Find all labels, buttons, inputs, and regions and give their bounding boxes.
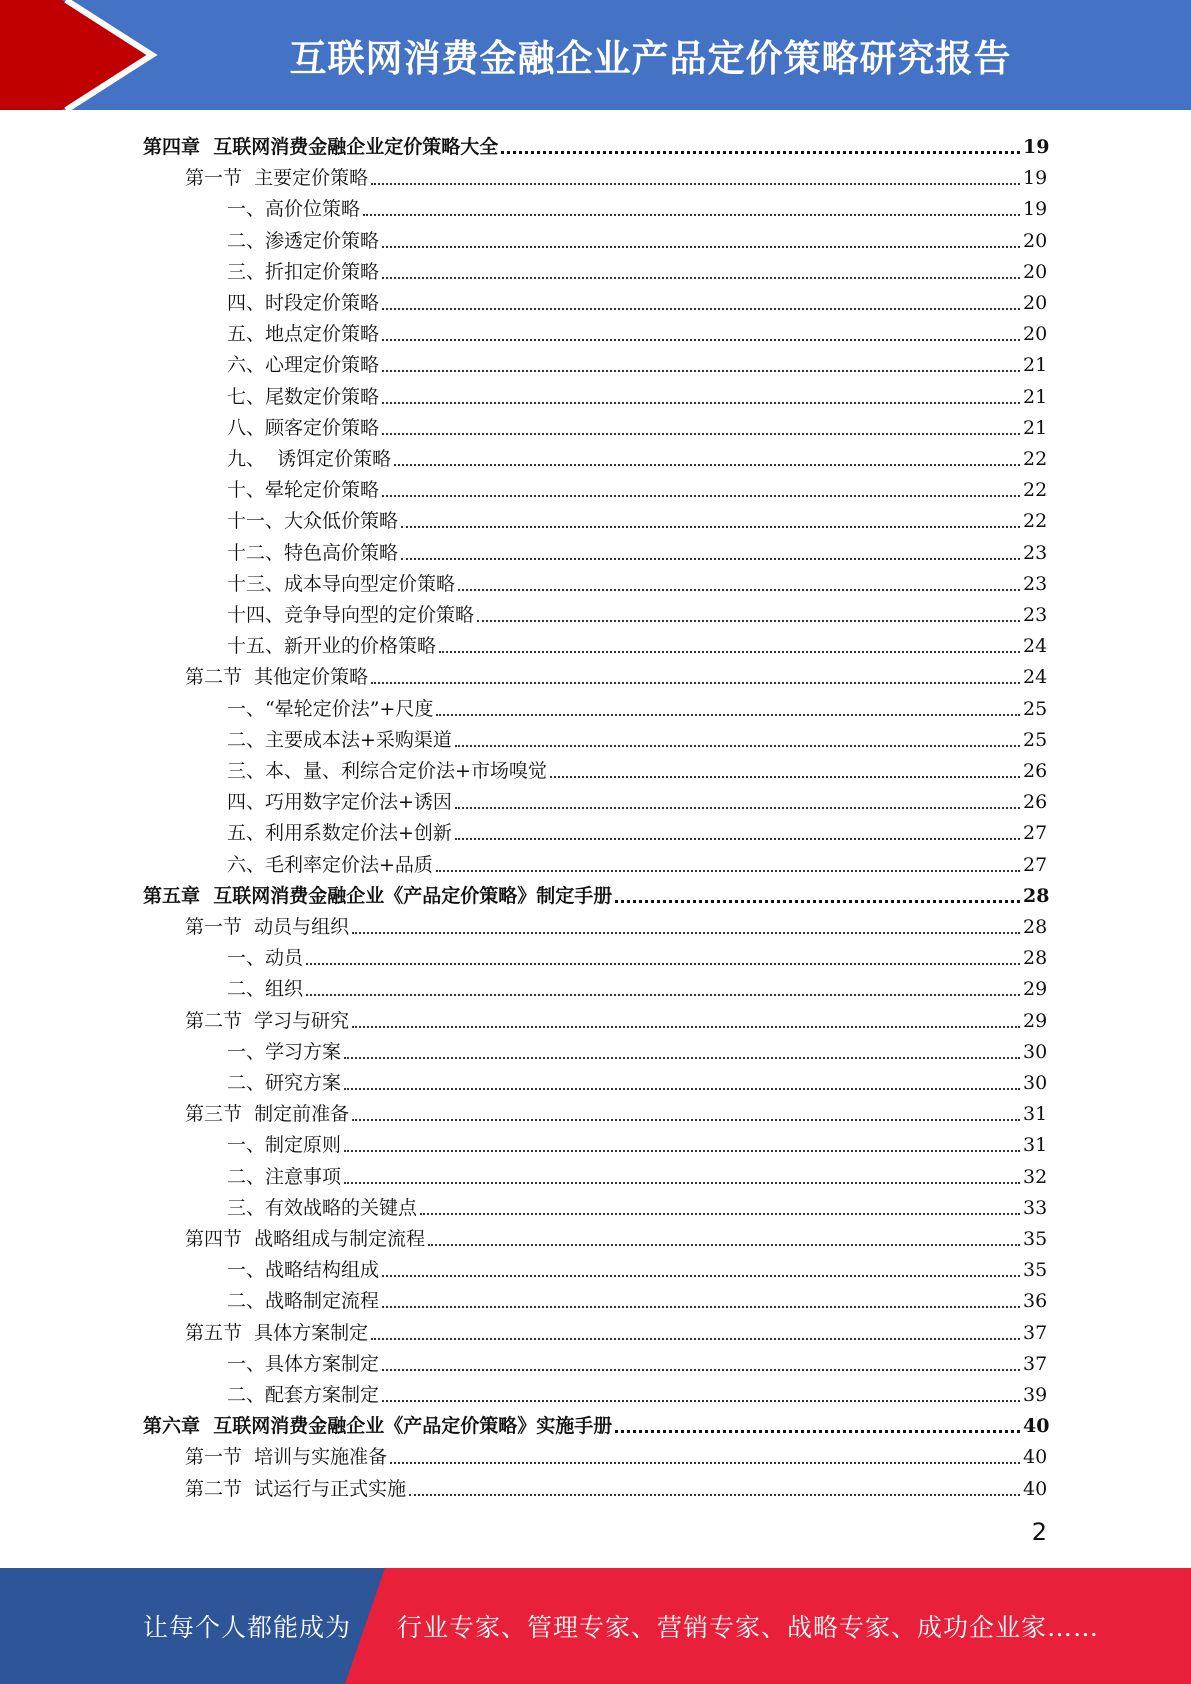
toc-entry-label: 二、注意事项 xyxy=(227,1165,342,1188)
toc-entry[interactable] xyxy=(0,846,1191,877)
toc-entry[interactable] xyxy=(0,970,1191,1001)
toc-dot-leader xyxy=(501,151,1020,154)
toc-entry-label: 五、地点定价策略 xyxy=(227,323,380,346)
toc-entry-label: 三、有效战略的关键点 xyxy=(227,1196,418,1219)
toc-entry-page: 32 xyxy=(1023,1165,1048,1188)
toc-dot-leader xyxy=(458,589,1020,591)
toc-entry-page: 28 xyxy=(1023,884,1050,907)
toc-entry-page: 20 xyxy=(1023,323,1048,346)
footer-slogan-right: 行业专家、管理专家、营销专家、战略专家、成功企业家…… xyxy=(397,1613,1100,1642)
toc-entry-label: 三、本、量、利综合定价法+市场嗅觉 xyxy=(227,760,547,782)
toc-dot-leader xyxy=(409,1494,1020,1496)
toc-entry-label: 十、晕轮定价策略 xyxy=(227,479,380,502)
toc-dot-leader xyxy=(382,339,1020,341)
toc-entry-page: 22 xyxy=(1023,479,1048,502)
toc-dot-leader xyxy=(363,214,1020,216)
toc-entry[interactable] xyxy=(0,1002,1191,1033)
toc-entry-label: 第四章 互联网消费金融企业定价策略大全 xyxy=(143,136,499,158)
toc-dot-leader xyxy=(352,1026,1020,1028)
toc-entry[interactable] xyxy=(0,190,1191,221)
toc-entry-label: 六、心理定价策略 xyxy=(227,354,380,377)
toc-entry[interactable] xyxy=(0,284,1191,315)
toc-entry-page: 23 xyxy=(1023,572,1048,595)
toc-entry-page: 29 xyxy=(1023,1009,1048,1032)
toc-entry-page: 31 xyxy=(1023,1134,1048,1157)
toc-dot-leader xyxy=(390,1462,1020,1464)
toc-entry[interactable] xyxy=(0,877,1191,908)
toc-entry-page: 40 xyxy=(1023,1446,1048,1469)
toc-entry[interactable] xyxy=(0,409,1191,440)
toc-entry-page: 30 xyxy=(1023,1040,1048,1063)
toc-entry-page: 25 xyxy=(1023,697,1048,720)
toc-entry-page: 24 xyxy=(1023,635,1048,658)
toc-entry-page: 33 xyxy=(1023,1196,1048,1219)
toc-dot-leader xyxy=(455,745,1020,747)
toc-dot-leader xyxy=(382,433,1020,435)
toc-entry[interactable] xyxy=(0,752,1191,783)
toc-entry[interactable] xyxy=(0,721,1191,752)
toc-dot-leader xyxy=(352,932,1020,934)
toc-entry[interactable] xyxy=(0,253,1191,284)
toc-entry-label: 第一节 培训与实施准备 xyxy=(185,1446,388,1469)
toc-entry-label: 一、战略结构组成 xyxy=(227,1259,380,1282)
toc-entry-page: 26 xyxy=(1023,791,1048,814)
toc-entry-label: 二、渗透定价策略 xyxy=(227,229,380,252)
toc-entry-page: 19 xyxy=(1023,136,1050,158)
toc-entry[interactable] xyxy=(0,502,1191,533)
toc-entry-page: 28 xyxy=(1023,947,1048,970)
header-red-chevron xyxy=(0,0,160,110)
page-header xyxy=(0,0,1191,110)
toc-entry[interactable] xyxy=(0,565,1191,596)
toc-entry[interactable] xyxy=(0,1407,1191,1438)
toc-entry-page: 35 xyxy=(1023,1228,1048,1250)
toc-dot-leader xyxy=(344,1088,1020,1090)
toc-entry-label: 第二节 学习与研究 xyxy=(185,1009,350,1032)
toc-entry-page: 23 xyxy=(1023,604,1048,626)
toc-dot-leader xyxy=(439,651,1020,653)
toc-dot-leader xyxy=(344,1182,1020,1184)
toc-entry-label: 第六章 互联网消费金融企业《产品定价策略》实施手册 xyxy=(143,1415,613,1438)
toc-dot-leader xyxy=(615,1430,1020,1433)
toc-dot-leader xyxy=(352,1119,1020,1121)
toc-entry[interactable] xyxy=(0,908,1191,939)
toc-dot-leader xyxy=(306,994,1020,996)
toc-entry-page: 40 xyxy=(1023,1477,1048,1500)
toc-entry-label: 一、高价位策略 xyxy=(227,198,361,221)
toc-entry-label: 十五、新开业的价格策略 xyxy=(227,635,437,658)
toc-entry[interactable] xyxy=(0,1220,1191,1251)
toc-entry[interactable] xyxy=(0,814,1191,845)
toc-entry-page: 21 xyxy=(1023,354,1048,377)
toc-dot-leader xyxy=(306,963,1020,965)
toc-entry-label: 十三、成本导向型定价策略 xyxy=(227,572,456,595)
toc-entry-page: 22 xyxy=(1023,448,1048,470)
toc-entry-page: 26 xyxy=(1023,760,1048,782)
toc-dot-leader xyxy=(382,495,1020,497)
toc-dot-leader xyxy=(615,900,1020,903)
toc-dot-leader xyxy=(382,1400,1020,1402)
toc-entry[interactable] xyxy=(0,440,1191,471)
toc-entry[interactable] xyxy=(0,1251,1191,1282)
toc-dot-leader xyxy=(382,308,1020,310)
toc-dot-leader xyxy=(436,870,1020,872)
toc-entry[interactable] xyxy=(0,534,1191,565)
toc-dot-leader xyxy=(455,838,1020,840)
toc-dot-leader xyxy=(382,402,1020,404)
toc-entry-page: 21 xyxy=(1023,385,1048,408)
toc-entry[interactable] xyxy=(0,783,1191,814)
toc-entry-page: 39 xyxy=(1023,1384,1048,1406)
toc-entry[interactable] xyxy=(0,1314,1191,1345)
toc-entry-label: 七、尾数定价策略 xyxy=(227,385,380,408)
toc-dot-leader xyxy=(420,1213,1020,1215)
toc-entry-label: 八、顾客定价策略 xyxy=(227,416,380,439)
toc-entry-page: 27 xyxy=(1023,822,1048,845)
toc-dot-leader xyxy=(436,714,1020,716)
toc-entry-page: 29 xyxy=(1023,978,1048,1001)
toc-entry-page: 37 xyxy=(1023,1321,1048,1344)
toc-dot-leader xyxy=(382,1306,1020,1308)
toc-entry-page: 25 xyxy=(1023,728,1048,751)
toc-entry[interactable] xyxy=(0,1438,1191,1469)
toc-dot-leader xyxy=(550,776,1020,778)
toc-entry-page: 19 xyxy=(1023,198,1048,221)
toc-entry[interactable] xyxy=(0,1033,1191,1064)
toc-entry-page: 28 xyxy=(1023,916,1048,938)
toc-entry-page: 40 xyxy=(1023,1415,1050,1438)
toc-entry-page: 31 xyxy=(1023,1103,1048,1126)
toc-entry-label: 二、组织 xyxy=(227,978,304,1001)
toc-entry-page: 24 xyxy=(1023,666,1048,689)
toc-entry[interactable] xyxy=(0,378,1191,409)
toc-entry-label: 第五章 互联网消费金融企业《产品定价策略》制定手册 xyxy=(143,884,613,907)
toc-entry-label: 三、折扣定价策略 xyxy=(227,260,380,283)
toc-entry-page: 21 xyxy=(1023,416,1048,439)
page-footer xyxy=(0,1568,1191,1684)
toc-entry-label: 五、利用系数定价法+创新 xyxy=(227,822,452,845)
toc-entry-label: 一、动员 xyxy=(227,947,304,970)
toc-dot-leader xyxy=(394,464,1020,466)
toc-dot-leader xyxy=(401,526,1020,528)
toc-entry-page: 35 xyxy=(1023,1259,1048,1282)
toc-dot-leader xyxy=(477,620,1020,622)
toc-dot-leader xyxy=(382,370,1020,372)
toc-entry[interactable] xyxy=(0,222,1191,253)
toc-entry-label: 十四、竞争导向型的定价策略 xyxy=(227,604,475,626)
toc-entry[interactable] xyxy=(0,1345,1191,1376)
toc-dot-leader xyxy=(371,682,1020,684)
toc-entry-label: 二、战略制定流程 xyxy=(227,1290,380,1313)
toc-entry-label: 十一、大众低价策略 xyxy=(227,510,399,533)
toc-dot-leader xyxy=(371,1338,1020,1340)
toc-entry[interactable] xyxy=(0,128,1191,159)
toc-entry-page: 27 xyxy=(1023,853,1048,876)
toc-entry-label: 第四节 战略组成与制定流程 xyxy=(185,1228,426,1250)
toc-entry-label: 十二、特色高价策略 xyxy=(227,541,399,564)
toc-entry-page: 20 xyxy=(1023,292,1048,314)
toc-entry-page: 23 xyxy=(1023,541,1048,564)
toc-entry-label: 二、配套方案制定 xyxy=(227,1384,380,1406)
toc-entry-label: 第五节 具体方案制定 xyxy=(185,1321,369,1344)
toc-entry-page: 19 xyxy=(1023,167,1048,190)
toc-entry[interactable] xyxy=(0,1064,1191,1095)
toc-entry-label: 二、研究方案 xyxy=(227,1072,342,1094)
toc-entry-label: 一、学习方案 xyxy=(227,1040,342,1063)
toc-entry-page: 20 xyxy=(1023,229,1048,252)
toc-dot-leader xyxy=(344,1150,1020,1152)
toc-dot-leader xyxy=(382,277,1020,279)
toc-entry[interactable] xyxy=(0,596,1191,627)
toc-entry-label: 九、 诱饵定价策略 xyxy=(227,448,392,470)
toc-entry-label: 一、具体方案制定 xyxy=(227,1352,380,1375)
toc-dot-leader xyxy=(371,183,1020,185)
toc-entry[interactable] xyxy=(0,1376,1191,1407)
toc-entry[interactable] xyxy=(0,1158,1191,1189)
toc-entry-label: 第二节 其他定价策略 xyxy=(185,666,369,689)
toc-entry-label: 六、毛利率定价法+品质 xyxy=(227,853,433,876)
toc-dot-leader xyxy=(428,1244,1020,1246)
toc-entry[interactable] xyxy=(0,1095,1191,1126)
toc-entry-label: 四、时段定价策略 xyxy=(227,292,380,314)
toc-dot-leader xyxy=(382,246,1020,248)
toc-entry-label: 四、巧用数字定价法+诱因 xyxy=(227,791,452,814)
document-title: 互联网消费金融企业产品定价策略研究报告 xyxy=(289,37,1012,80)
toc-entry-label: 第三节 制定前准备 xyxy=(185,1103,350,1126)
toc-entry[interactable] xyxy=(0,1282,1191,1313)
footer-slogan-left: 让每个人都能成为 xyxy=(143,1613,352,1642)
toc-entry-page: 22 xyxy=(1023,510,1048,533)
toc-entry-page: 30 xyxy=(1023,1072,1048,1094)
toc-dot-leader xyxy=(382,1369,1020,1371)
toc-entry[interactable] xyxy=(0,939,1191,970)
toc-entry-label: 一、制定原则 xyxy=(227,1134,342,1157)
toc-entry[interactable] xyxy=(0,471,1191,502)
toc-entry[interactable] xyxy=(0,315,1191,346)
toc-dot-leader xyxy=(344,1057,1020,1059)
toc-entry[interactable] xyxy=(0,159,1191,190)
toc-entry-label: 第二节 试运行与正式实施 xyxy=(185,1477,407,1500)
toc-dot-leader xyxy=(401,558,1020,560)
toc-entry-label: 第一节 主要定价策略 xyxy=(185,167,369,190)
toc-entry-page: 20 xyxy=(1023,260,1048,283)
toc-dot-leader xyxy=(382,1275,1020,1277)
toc-entry[interactable] xyxy=(0,346,1191,377)
toc-entry[interactable] xyxy=(0,658,1191,689)
toc-entry[interactable] xyxy=(0,1126,1191,1157)
toc-entry[interactable] xyxy=(0,690,1191,721)
toc-entry-page: 36 xyxy=(1023,1290,1048,1313)
toc-entry[interactable] xyxy=(0,1470,1191,1501)
toc-entry[interactable] xyxy=(0,1189,1191,1220)
toc-entry-label: 一、“晕轮定价法”+尺度 xyxy=(227,697,434,720)
toc-dot-leader xyxy=(455,807,1020,809)
toc-entry-label: 二、主要成本法+采购渠道 xyxy=(227,728,452,751)
toc-entry-page: 37 xyxy=(1023,1352,1048,1375)
toc-entry-label: 第一节 动员与组织 xyxy=(185,916,350,938)
toc-entry[interactable] xyxy=(0,627,1191,658)
page-number: 2 xyxy=(1031,1518,1047,1546)
